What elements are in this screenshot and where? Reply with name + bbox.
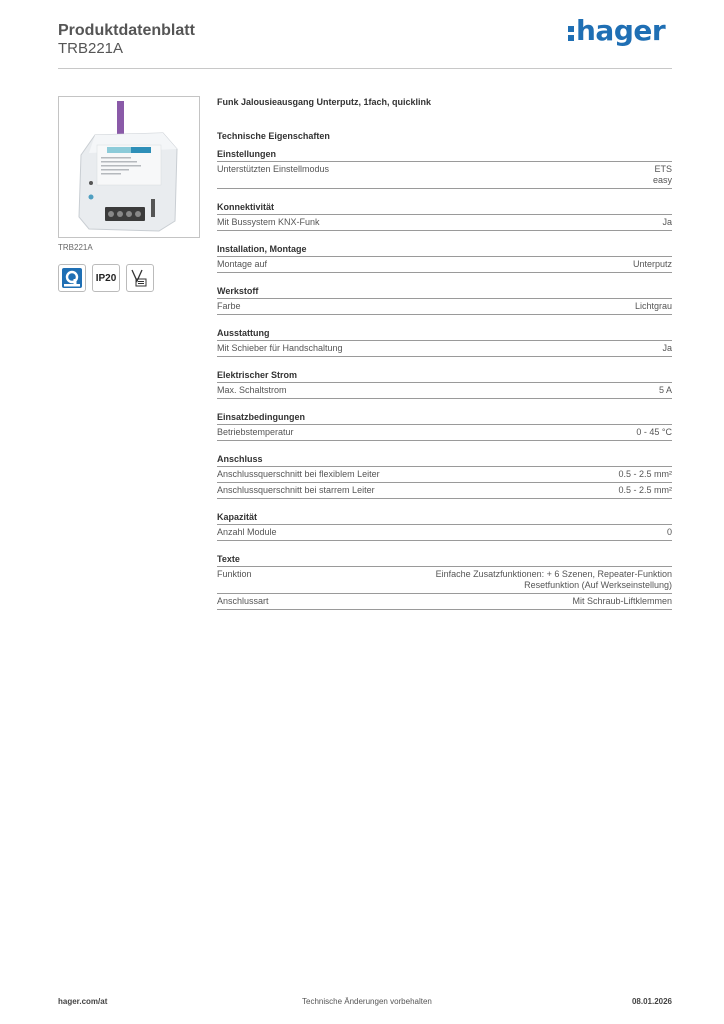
spec-group <box>217 189 672 231</box>
spec-group <box>217 273 672 315</box>
spec-label: Anschlussart <box>217 596 269 606</box>
spec-group <box>217 148 672 189</box>
spec-row <box>217 594 672 610</box>
quality-mark-icon <box>58 264 86 292</box>
spec-group <box>217 441 672 499</box>
spec-value: Mit Schraub-Liftklemmen <box>572 596 672 606</box>
spec-value: Ja <box>662 343 672 353</box>
logo-mark-icon <box>568 24 574 42</box>
spec-label: Funktion <box>217 569 252 579</box>
page-title: Produktdatenblatt <box>58 22 195 39</box>
spec-value: 0.5 - 2.5 mm² <box>618 469 672 479</box>
spec-value: Lichtgrau <box>634 301 672 311</box>
spec-group-title: Einsatzbedingungen <box>217 411 672 425</box>
spec-label: Anschlussquerschnitt bei flexiblem Leiter <box>217 469 380 479</box>
spec-row <box>217 341 672 357</box>
spec-label: Betriebstemperatur <box>217 427 294 437</box>
spec-group-title: Konnektivität <box>217 201 672 215</box>
spec-group <box>217 399 672 441</box>
spec-label: Unterstützten Einstellmodus <box>217 164 330 174</box>
spec-group-title: Kapazität <box>217 511 672 525</box>
spec-row <box>217 215 672 231</box>
spec-group-title: Ausstattung <box>217 327 672 341</box>
spec-label: Montage auf <box>217 259 268 269</box>
hager-logo <box>568 14 665 47</box>
spec-row <box>217 383 672 399</box>
spec-row <box>217 525 672 541</box>
spec-value: Unterputz <box>632 259 672 269</box>
spec-group-title: Texte <box>217 553 672 567</box>
logo-text: hager <box>576 14 666 47</box>
spec-group <box>217 315 672 357</box>
spec-value: 0 <box>666 527 672 537</box>
spec-row <box>217 299 672 315</box>
spec-value: Ja <box>662 217 672 227</box>
certification-badges <box>58 264 154 292</box>
website-link[interactable]: hager.com/at <box>58 997 108 1006</box>
spec-value: Einfache Zusatzfunktionen: + 6 Szenen, Repeater-Funktion Resetfunktion (Auf Werkseinstellung) <box>435 569 672 590</box>
spec-label: Mit Bussystem KNX-Funk <box>217 217 320 227</box>
spec-group-title: Elektrischer Strom <box>217 369 672 383</box>
ip20-badge: IP20 <box>92 264 120 292</box>
spec-group <box>217 357 672 399</box>
spec-label: Anzahl Module <box>217 527 277 537</box>
spec-label: Max. Schaltstrom <box>217 385 287 395</box>
spec-value: ETS easy <box>652 164 672 185</box>
product-description: Funk Jalousieausgang Unterputz, 1fach, quicklink <box>217 97 432 107</box>
footer-date: 08.01.2026 <box>631 997 672 1006</box>
device-illustration-icon <box>59 97 199 237</box>
spec-label: Farbe <box>217 301 241 311</box>
product-caption: TRB221A <box>58 243 93 252</box>
spec-row <box>217 567 672 594</box>
section-heading: Technische Eigenschaften <box>217 131 330 141</box>
vde-mark-icon <box>126 264 154 292</box>
spec-group <box>217 499 672 541</box>
product-image <box>58 96 200 238</box>
spec-row <box>217 467 672 483</box>
spec-group-title: Anschluss <box>217 453 672 467</box>
spec-row <box>217 425 672 441</box>
spec-group-title: Werkstoff <box>217 285 672 299</box>
spec-group <box>217 231 672 273</box>
spec-row <box>217 257 672 273</box>
spec-label: Anschlussquerschnitt bei starrem Leiter <box>217 485 375 495</box>
product-model: TRB221A <box>58 40 124 57</box>
spec-group-title: Einstellungen <box>217 148 672 162</box>
spec-row <box>217 162 672 189</box>
footer-disclaimer: Technische Änderungen vorbehalten <box>302 997 432 1006</box>
spec-value: 0.5 - 2.5 mm² <box>618 485 672 495</box>
spec-group <box>217 541 672 610</box>
spec-value: 0 - 45 °C <box>636 427 672 437</box>
spec-value: 5 A <box>658 385 672 395</box>
header-divider <box>58 68 672 69</box>
spec-label: Mit Schieber für Handschaltung <box>217 343 343 353</box>
specification-panel <box>217 96 672 610</box>
spec-group-title: Installation, Montage <box>217 243 672 257</box>
spec-row <box>217 483 672 499</box>
